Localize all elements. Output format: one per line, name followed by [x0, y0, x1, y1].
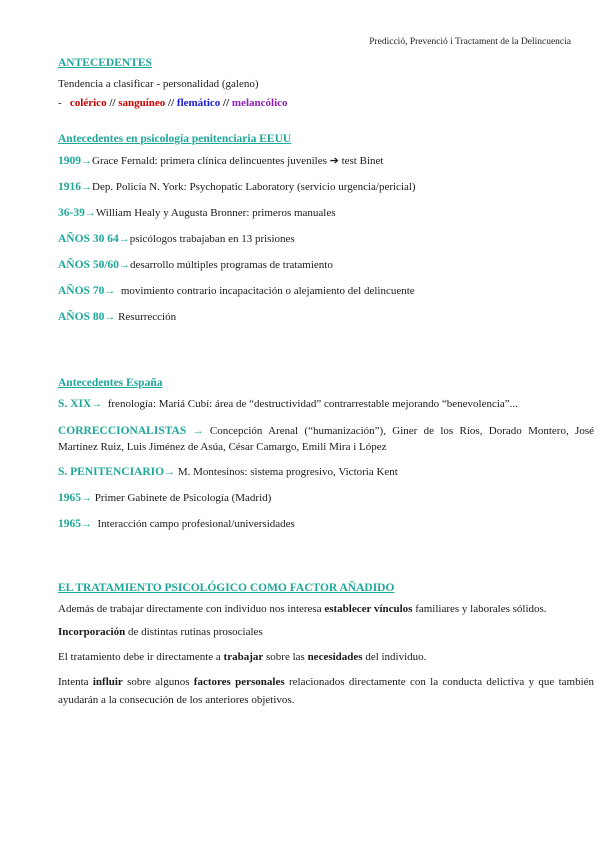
paragraph	[58, 673, 594, 709]
separator: //	[109, 97, 116, 109]
arrow-icon: →	[164, 466, 176, 478]
paragraph	[58, 650, 594, 665]
list-item	[58, 284, 594, 299]
list-item	[58, 232, 594, 247]
item-text: William Healy y Augusta Bronner: primeros manuales	[95, 207, 336, 219]
arrow-icon: →	[81, 155, 92, 167]
text-run-bold: influir	[92, 676, 123, 688]
item-text: frenología: Mariá Cubí: área de “destructividad” contrarrestable mejorando “benevolencia”...	[102, 398, 518, 410]
text-run: relacionados directamente con la conducta delictiva y que también ayudarán a la consecución de los anteriores objetivos.	[58, 676, 595, 706]
running-header: Predicció, Prevenció i Tractament de la Delincuencia	[369, 37, 571, 47]
text-run: sobre algunos	[122, 676, 194, 688]
temperament-colerico: colérico	[69, 97, 107, 109]
item-text: M. Montesinos: sistema progresivo, Victoria Kent	[175, 466, 398, 478]
separator: //	[168, 97, 175, 109]
temperament-sanguineo: sanguíneo	[118, 97, 166, 109]
item-text: Grace Fernald: primera clínica delincuentes juveniles ➔ test Binet	[92, 155, 384, 167]
arrow-icon: →	[84, 207, 96, 219]
item-text: Resurrección	[115, 311, 177, 323]
temperament-melancolico: melancólico	[231, 97, 288, 109]
paragraph: Tendencia a clasificar - personalidad (galeno)	[58, 78, 259, 90]
arrow-icon: →	[192, 425, 204, 437]
arrow-icon: →	[81, 518, 92, 530]
arrow-icon: →	[119, 259, 131, 271]
text-run: El tratamiento debe ir directamente a	[58, 651, 224, 663]
item-text: movimiento contrario incapacitación o alejamiento del delincuente	[115, 285, 415, 297]
item-key: S. PENITENCIARIO	[58, 466, 165, 478]
arrow-icon: →	[91, 398, 103, 410]
item-key: 1965	[58, 492, 81, 504]
section-eeuu	[58, 132, 594, 325]
item-text: Interacción campo profesional/universidades	[92, 518, 295, 530]
arrow-icon: →	[81, 181, 92, 193]
item-key: 36-39	[58, 207, 85, 219]
arrow-icon: →	[104, 285, 116, 297]
section-tratamiento	[58, 581, 594, 709]
arrow-icon: →	[81, 492, 92, 504]
item-key: AÑOS 30 64	[58, 233, 119, 245]
list-item	[58, 258, 594, 273]
text-run: sobre las	[263, 651, 308, 663]
section-espana	[58, 376, 594, 532]
paragraph	[58, 625, 594, 640]
item-text: Primer Gabinete de Psicología (Madrid)	[92, 492, 272, 504]
text-run: familiares y laborales sólidos.	[412, 603, 547, 615]
arrow-icon: →	[104, 311, 116, 323]
item-text: Concepción Arenal (“humanización”), Giner de los Ríos, Dorado Montero, José Martínez Ruiz, Luis Jiménez de Asúa, César Camargo, Emili Mira i López	[58, 425, 594, 453]
item-key: 1965	[58, 518, 81, 530]
arrow-icon: →	[118, 233, 130, 245]
list-item	[58, 491, 594, 506]
list-item	[58, 154, 594, 169]
section-title: Antecedentes en psicología penitenciaria EEUU	[58, 133, 292, 145]
section-title: EL TRATAMIENTO PSICOLÓGICO COMO FACTOR AÑADIDO	[58, 582, 395, 594]
text-run-bold: necesidades	[307, 651, 363, 663]
text-run-bold: trabajar	[223, 651, 264, 663]
list-item	[58, 517, 594, 532]
section-title: Antecedentes España	[58, 377, 163, 389]
item-key: S. XIX	[58, 398, 92, 410]
item-key: 1909	[58, 155, 81, 167]
item-key: AÑOS 80	[58, 311, 105, 323]
text-run: del individuo.	[362, 651, 427, 663]
paragraph	[58, 602, 594, 617]
text-run-bold: Incorporación	[58, 626, 126, 638]
item-key: AÑOS 50/60	[58, 259, 120, 271]
separator: //	[223, 97, 230, 109]
list-item	[58, 423, 594, 455]
item-text: Dep. Policía N. York: Psychopatic Laboratory (servicio urgencia/pericial)	[92, 181, 416, 193]
text-run: Intenta	[58, 676, 93, 688]
document-body	[58, 56, 594, 709]
text-run: de distintas rutinas prosociales	[125, 626, 263, 638]
temperaments-line	[58, 96, 594, 111]
item-key: AÑOS 70	[58, 285, 105, 297]
item-text: psicólogos trabajaban en 13 prisiones	[129, 233, 295, 245]
item-text: desarrollo múltiples programas de tratamiento	[130, 259, 333, 271]
text-run: Además de trabajar directamente con individuo nos interesa	[58, 603, 325, 615]
section-antecedentes	[58, 56, 594, 111]
dash: -	[58, 97, 62, 109]
section-title: ANTECEDENTES	[58, 57, 152, 69]
list-item	[58, 397, 594, 412]
text-run-bold: establecer vínculos	[324, 603, 413, 615]
item-key: CORRECCIONALISTAS	[58, 425, 187, 437]
list-item	[58, 310, 594, 325]
item-key: 1916	[58, 181, 81, 193]
text-run-bold: factores personales	[193, 676, 285, 688]
list-item	[58, 465, 594, 480]
list-item	[58, 180, 594, 195]
temperament-flematico: flemático	[176, 97, 221, 109]
list-item	[58, 206, 594, 221]
